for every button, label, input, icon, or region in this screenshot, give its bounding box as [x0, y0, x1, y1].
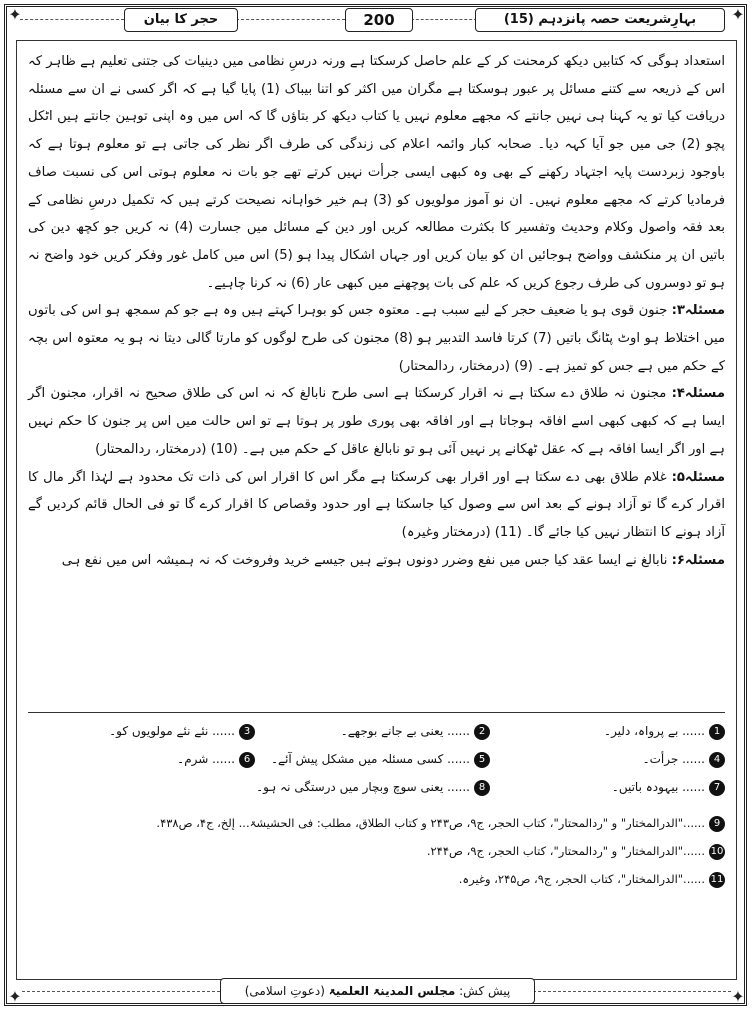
footnote: 2...... یعنی بے جانے بوجھے۔ [341, 720, 490, 742]
footnote: 1...... بے پرواہ، دلیر۔ [604, 720, 725, 742]
masala-text: مجنون نہ طلاق دے سکتا ہے نہ اقرار کرسکتا ہے اسی طرح نابالغ کہ نہ اس کی طلاق صحیح نہ اقرار، مجنون اگر ایسا ہے کہ کبھی کبھی اسے افاقہ ہوجاتا ہے اور افاقہ بھی پوری طور پر ہوتا ہے تو اس حالت میں اس پر جنون کا حکم نہیں ہے اور اگر ایسا افاقہ ہے کہ عقل ٹھکانے پر نہیں آئی ہو تو نابالغ عاقل کے حکم میں ہے۔ (10) (درمختار، ردالمحتار) [28, 386, 725, 457]
header-divider [411, 19, 477, 20]
header-divider [20, 19, 124, 20]
corner-ornament-icon: ✦ [731, 5, 745, 24]
chapter-title: حجر کا بیان [124, 8, 238, 32]
footnote-divider [28, 712, 725, 713]
masala-text: جنون قوی ہو یا ضعیف حجر کے لیے سبب ہے۔ معتوہ جس کو بوہرا کہتے ہیں وہ ہے جو کم سمجھ ہو اس کی باتوں میں اختلاط ہو اوٹ پٹانگ باتیں (7) کرتا فاسد التدبیر ہو (8) مجنون کی طرح لوگوں کو مارتا گالی دیتا نہ ہو یہ معتوہ اس بچہ کے حکم میں ہے جس کو تمیز ہے۔ (9) (درمختار، ردالمحتار) [28, 303, 726, 374]
masala-6 [28, 547, 725, 575]
footnote: 5...... کسی مسئلہ میں مشکل پیش آئے۔ [271, 748, 490, 770]
publisher-footer [220, 978, 535, 1004]
masala-label: مسئلہ۵: [671, 469, 725, 485]
masala-label: مسئلہ۳: [671, 303, 725, 319]
masala-label: مسئلہ۶: [671, 552, 725, 568]
main-text [28, 48, 725, 574]
corner-ornament-icon: ✦ [8, 5, 22, 24]
page-number: 200 [345, 8, 413, 32]
corner-ornament-icon: ✦ [731, 987, 745, 1006]
footnote: 7...... بیہودہ باتیں۔ [612, 776, 725, 798]
footnotes-short [28, 720, 725, 810]
footnote: 11......"الدرالمختار"، کتاب الحجر، ج۹، ص۲۴۵، وغیرہ. [458, 872, 724, 886]
footnote: 9......"الدرالمختار" و "ردالمحتار"، کتاب الحجر، ج۹، ص۲۴۳ و کتاب الطلاق، مطلب: فی الحشیشۃ... إلخ، ج۴، ص۴۳۸. [28, 812, 725, 834]
footer-prefix: پیش کش: [459, 984, 511, 998]
masala-label: مسئلہ۴: [671, 386, 725, 402]
paragraph: استعداد ہوگی کہ کتابیں دیکھ کرمحنت کر کے علم حاصل کرسکتا ہے ورنہ درسِ نظامی میں دینیات کی جتنی تعلیم ہے ظاہر کہ اس کے ذریعہ سے کتنے مسائل پر عبور ہوسکتا ہے مگران میں اکثر کو اتنا بیباک (1) پایا گیا ہے کہ اگر کسی نے ان سے مسئلہ دریافت کیا تو یہ کہنا ہی نہیں جانتے کہ مجھے معلوم نہیں یا کتاب دیکھ کر بتاؤں گا کہ اس میں وہ اپنی توہین جانتے ہیں اٹکل پچو (2) جی میں جو آیا کہہ دیا۔ صحابہ کبار وائمہ اعلام کی زندگی کی طرف اگر نظر کی جاتی ہے تو معلوم ہوتا ہے کہ باوجود زبردست پایہ اجتہاد رکھنے کے بھی وہ کبھی ایسی جرأت نہیں کرتے تھے جو بات نہ معلوم ہوتی اس کی نسبت صاف فرمادیا کرتے کہ مجھے معلوم نہیں۔ ان نو آموز مولویوں کو (3) ہم خیر خواہانہ نصیحت کرتے ہیں کہ تکمیل درسِ نظامی کے بعد فقہ واصول وکلام وحدیث وتفسیر کا بکثرت مطالعہ کریں اور دین کے مسائل میں جسارت (4) نہ کریں جو کچھ دین کی باتیں ان پر منکشف وواضح ہوجائیں ان کو بیان کریں اور جہاں اشکال پیدا ہو (5) اس میں کامل غور وفکر کریں خود واضح نہ ہو تو دوسروں کی طرف رجوع کریں کہ علم کی بات پوچھنے میں کبھی عار (6) نہ کرنا چاہیے۔ [28, 54, 725, 291]
corner-ornament-icon: ✦ [8, 987, 22, 1006]
footnote: 8...... یعنی سوچ وبچار میں درستگی نہ ہو۔ [256, 776, 490, 798]
footer-suffix: (دعوتِ اسلامی) [244, 984, 325, 998]
footnote: 3...... نئے نئے مولویوں کو۔ [109, 720, 255, 742]
masala-text: نابالغ نے ایسا عقد کیا جس میں نفع وضرر دونوں ہوتے ہیں جیسے خرید وفروخت کہ نہ ہمیشہ اس میں نفع ہی [61, 552, 672, 568]
masala-3 [28, 297, 725, 380]
footnote: 10......"الدرالمختار" و "ردالمحتار"، کتاب الحجر، ج۹، ص۲۴۴. [426, 844, 724, 858]
book-title: بہارِشریعت حصہ پانزدہم (15) [475, 8, 725, 32]
masala-text: غلام طلاق بھی دے سکتا ہے اور اقرار بھی کرسکتا ہے مگر اس کا اقرار اس کی ذات تک محدود ہے لہٰذا اگر مال کا اقرار کرے گا تو آزاد ہونے کے بعد اس سے وصول کیا جاسکتا ہے اور حدود وقصاص کا اقرار کرے گا تو فی الحال قائم کردیں گے آزاد ہونے کا انتظار نہیں کیا جائے گا۔ (11) (درمختار وغیرہ) [28, 469, 725, 540]
header-divider [236, 19, 345, 20]
masala-4 [28, 380, 725, 463]
footnote: 4...... جرأت۔ [643, 748, 725, 770]
masala-5 [28, 464, 725, 547]
footnote: 6...... شرم۔ [177, 748, 255, 770]
page-header [20, 6, 733, 34]
footer-divider [533, 991, 731, 992]
footer-divider [22, 991, 220, 992]
publisher-name: مجلس المدینۃ العلمیۃ [328, 984, 456, 998]
